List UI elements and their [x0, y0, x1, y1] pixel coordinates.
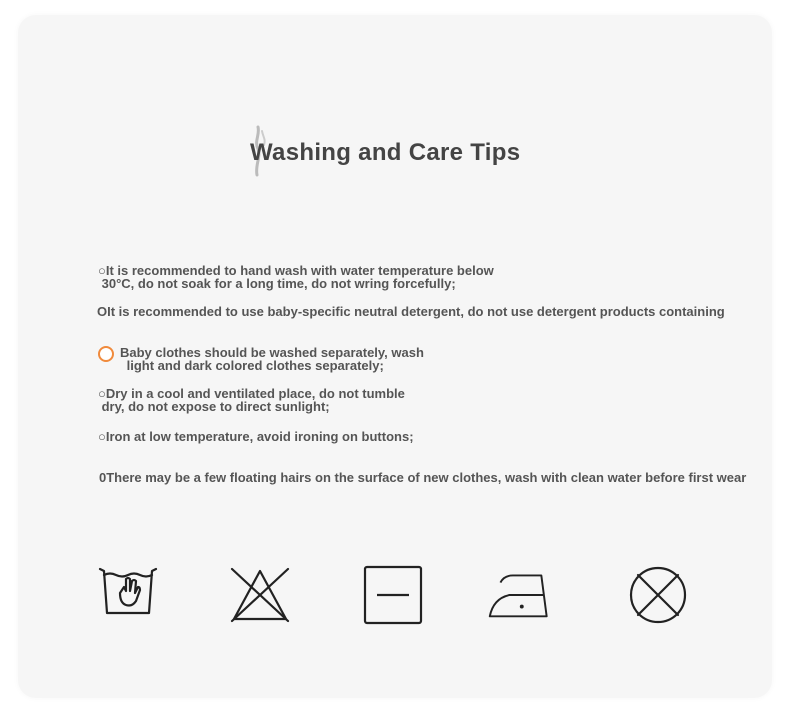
tip-line: 30°C, do not soak for a long time, do not wring forcefully;	[98, 276, 456, 291]
tip-line: dry, do not expose to direct sunlight;	[98, 399, 330, 414]
iron-low-temperature-icon	[488, 563, 552, 627]
tip-drying	[98, 387, 405, 413]
tip-line: OIt is recommended to use baby-specific neutral detergent, do not use detergent products containing	[97, 304, 725, 319]
page-title: Washing and Care Tips	[250, 139, 521, 166]
tip-ironing	[98, 430, 414, 443]
tip-wash-separately	[120, 346, 424, 372]
do-not-tumble-dry-icon	[626, 563, 690, 627]
tip-line: ○It is recommended to hand wash with water temperature below	[98, 263, 494, 278]
tip-line: 0There may be a few floating hairs on the surface of new clothes, wash with clean water before first wear	[99, 470, 747, 485]
tip-line: ○Dry in a cool and ventilated place, do not tumble	[98, 386, 405, 401]
do-not-bleach-icon	[228, 563, 292, 627]
hand-wash-icon	[96, 563, 160, 627]
tip-detergent	[97, 305, 725, 318]
tip-floating-hairs	[99, 471, 746, 484]
tip-line: ○Iron at low temperature, avoid ironing on buttons;	[98, 429, 414, 444]
orange-circle-bullet-icon	[98, 346, 114, 362]
dry-flat-icon	[361, 563, 425, 627]
tip-hand-wash	[98, 264, 494, 290]
tip-line: Baby clothes should be washed separately, wash	[120, 345, 424, 360]
tip-line: light and dark colored clothes separately;	[123, 358, 384, 373]
care-tips-card	[18, 15, 772, 698]
